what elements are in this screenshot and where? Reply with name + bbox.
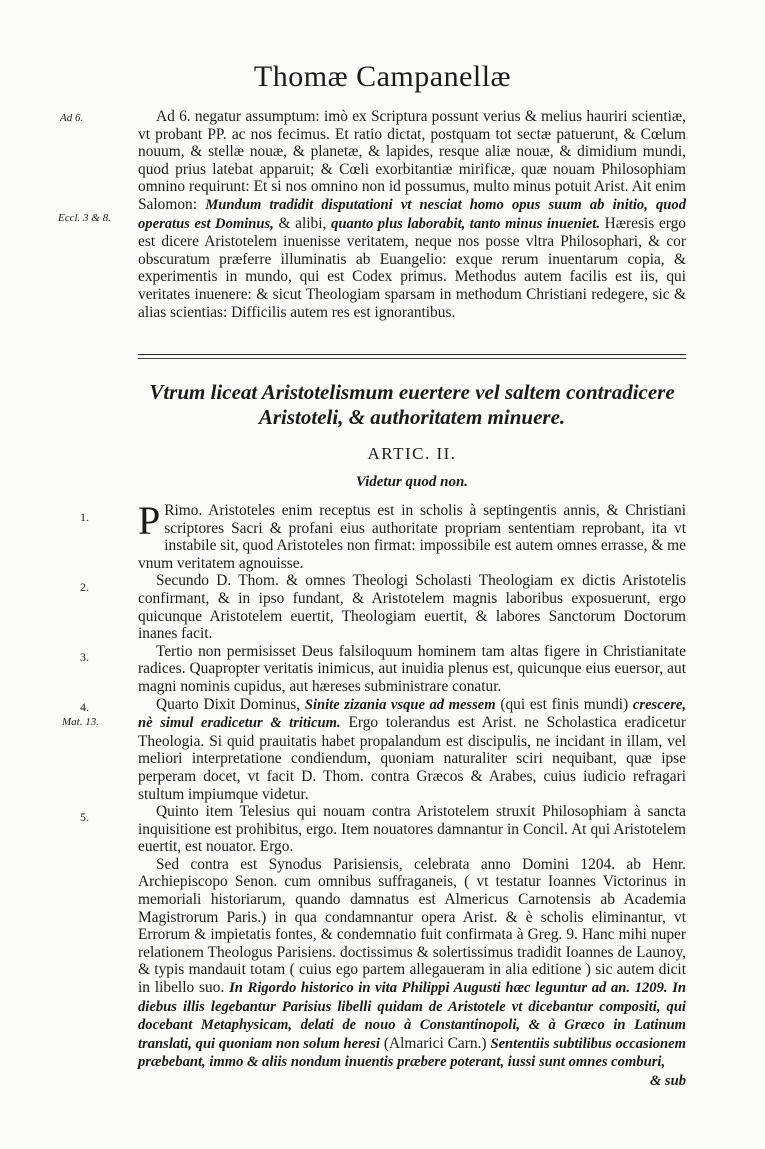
margin-note-mat: Mat. 13.	[62, 716, 99, 728]
main-body	[138, 498, 686, 1091]
paragraph-ad6	[138, 108, 686, 321]
paragraph-2: Secundo D. Thom. & omnes Theologi Scholasti Theologiam ex dictis Aristotelis confirmant, & in ipso fundant, & Aristotelem magnis laboribus exposuerunt, ergo quicunque Aristotelem euertit, Theologiam euertit, & labores Sanctorum Doctorum inanes facit.	[138, 572, 686, 643]
para4-text-3: Ergo tolerandus est Arist. ne Scholastica eradicetur Theologia. Si quid prauitatis habet propalandum est discipulis, ne incidant in illam, vel meliori interpretatione condiendum, quoniam naturaliter sciri nequibant, quæ ipse perperam docet, vt facit D. Thom. contra Græcos & Arabes, cuius iudicio refragari stultum impiumque videtur.	[138, 714, 686, 803]
para6-text-1: Sed contra est Synodus Parisiensis, celebrata anno Domini 1204. ab Henr. Archiepiscopo Senon. cum omnibus suffraganeis, ( vt testatur Ioannes Victorinus in memoriali historiarum, quando damnatus est Almericus Carnotensis ab Academia Magistrorum Paris.) in qua condamnantur opera Arist. & è scholis eliminantur, vt Errorum & impietatis fontes, & condemnatio fuit confirmata à Greg. 9. Hanc mihi nuper relationem Theologus Parisiens. doctissimus & solertissimus tradidit Ioannes de Launoy, & typis mandauit totam ( cuius ego partem allegaueram in alia editione ) sic autem dicit in libello suo.	[138, 855, 686, 997]
paragraph-3: Tertio non permisisset Deus falsiloquum hominem tam altas figere in Christianitate radices. Quapropter veritatis inimicus, aut inuidia plenus est, quicunque eius euersor, aut magni nominis cupidus, aut hæreses subministrare conatur.	[138, 642, 686, 695]
article-title-line-2: Aristoteli, & authoritatem minuere.	[258, 405, 566, 429]
para6-quote-2: Sententiis subtilibus occasionem præbebant, immo & aliis nondum inuentis præbere poterant, iussi sunt omnes comburi,	[138, 1035, 686, 1071]
margin-note-eccl: Eccl. 3 & 8.	[58, 212, 111, 224]
catchword-text: & sub	[649, 1073, 686, 1089]
article-number: ARTIC. II.	[367, 444, 457, 463]
para4-text-1: Quarto Dixit Dominus,	[156, 695, 305, 713]
ad6-quote-1: Mundum tradidit disputationi vt nesciat homo opus suum ab initio, quod operatus est Dominus,	[138, 196, 686, 232]
para6-quote-1: In Rigordo historico in vita Philippi Augusti hæc leguntur ad an. 1209. In diebus illis legebantur Parisius libelli quidam de Aristotele vt dicebantur compositi, qui docebant Metaphysicam, delati de nouo à Constantinopoli, & à Græco in Latinum translati, qui quoniam non solum heresi	[138, 980, 686, 1052]
margin-number-3: 3.	[80, 650, 89, 664]
drop-cap: P	[138, 498, 161, 543]
margin-number-2: 2.	[80, 580, 89, 594]
ad6-text-2: & alibi,	[273, 214, 332, 232]
margin-number-4: 4.	[80, 700, 89, 714]
paragraph-1: Rimo. Aristoteles enim receptus est in scholis à septingentis annis, & Christiani scriptores Sacri & profani eius authoritate propriam sententiam reprobant, ita vt instabile sit, quod Aristoteles non firmat: impossibile est autem omnes errasse, & me vnum veritatem agnouisse.	[138, 502, 686, 572]
margin-number-1: 1.	[80, 510, 89, 524]
margin-number-5: 5.	[80, 810, 89, 824]
ad6-text-1: Ad 6. negatur assumptum: imò ex Scriptura possunt verius & melius hauriri scientiæ, vt probant PP. ac nos fecimus. Et ratio dictat, postquam tot sectæ patuerunt, & Cœlum nouum, & stellæ nouæ, & planetæ, & lapides, resque aliæ nouæ, & dimidium mundi, quod prius latebat apparuit; & Cœli exorbitantiæ mirificæ, quæ nouam Philosophiam omnino requirunt: Et si nos omnino non id possumus, multo minus potuit Arist. Ait enim Salomon:	[138, 108, 686, 213]
catchword	[138, 1072, 686, 1091]
para6-text-2: (Almarici Carn.)	[380, 1034, 491, 1052]
margin-note-ad6: Ad 6.	[60, 112, 84, 124]
para4-quote-1: Sinite zizania vsque ad messem	[304, 696, 496, 713]
videtur-heading: Videtur quod non.	[355, 474, 469, 490]
paragraph-5: Quinto item Telesius qui nouam contra Aristotelem struxit Philosophiam à sancta inquisitione est prohibitus, ergo. Item nouatores damnantur in Concil. At qui Aristotelem euertit, est nouator. Ergo.	[138, 803, 686, 856]
ad6-quote-2: quanto plus laborabit, tanto minus inueniet.	[331, 215, 600, 232]
running-head: Thomæ Campanellæ	[253, 60, 512, 93]
para4-text-2: (qui est finis mundi)	[495, 695, 633, 713]
section-rule-bottom	[138, 358, 686, 359]
ad6-text-3: Hæresis ergo est dicere Aristotelem inuenisse veritatem, neque nos posse vltra Philosophari, & cor obscuratum præferre illuminatis ab Euangelio: exque rerum inuentarum copia, & experimentis in mundo, qui est Codex primus. Methodus autem facilis est iis, qui veritates inuenere: & sicut Theologiam sparsam in methodum Christiani redegere, sic & alias scientias: Difficilis autem res est ignorantibus.	[138, 214, 687, 321]
section-rule-top	[138, 354, 686, 355]
para4-quote-2: crescere, nè simul eradicetur & triticum.	[138, 696, 686, 732]
article-title-line-1: Vtrum liceat Aristotelismum euertere vel saltem contradicere	[149, 380, 675, 404]
